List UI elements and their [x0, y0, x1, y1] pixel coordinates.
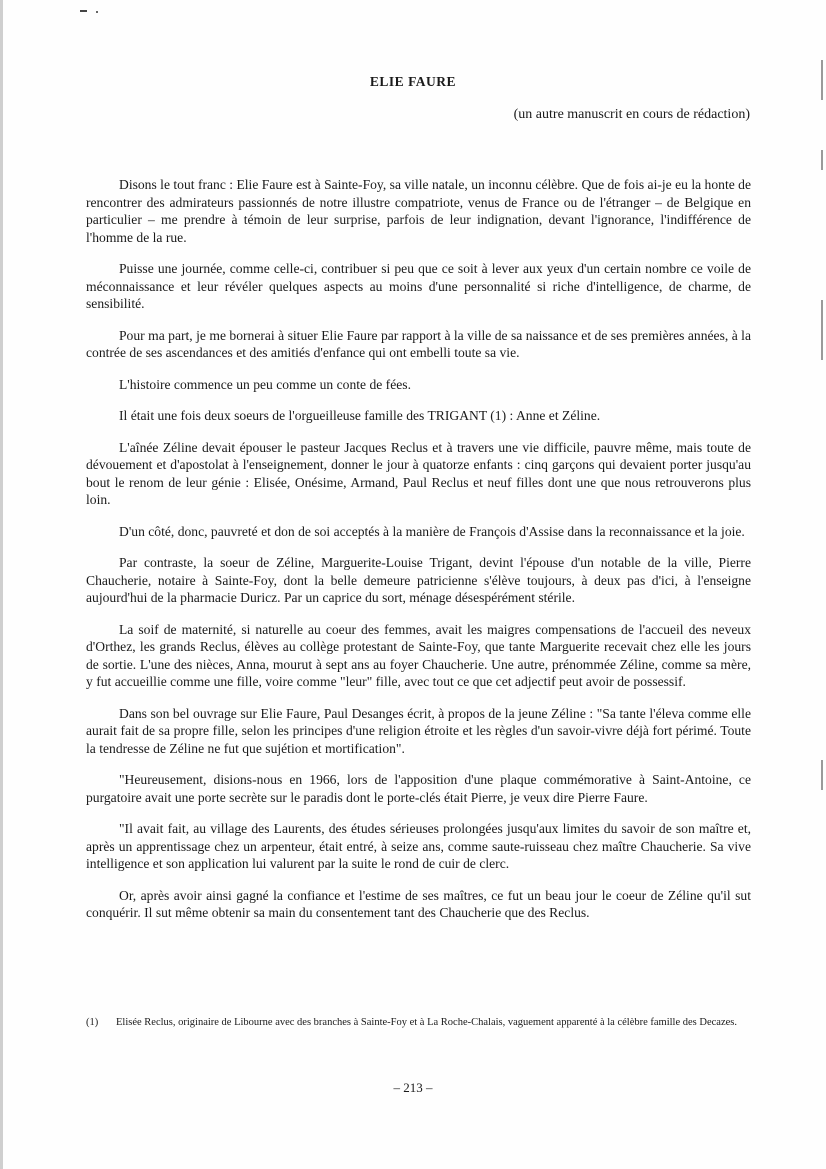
paragraph: D'un côté, donc, pauvreté et don de soi acceptés à la manière de François d'Assise dans la reconnaissance et la joie. [119, 523, 745, 539]
paragraph: Par contraste, la soeur de Zéline, Marguerite-Louise Trigant, devint l'épouse d'un notable de la ville, Pierre Chaucherie, notaire à Sainte-Foy, dont la belle demeure patricienne s'élève toujours, à deux pas d'ici, à l'enseigne aujourd'hui de la pharmacie Duricz. Par un caprice du sort, ménage désespérément stérile. [86, 555, 751, 605]
footnote-text: Elisée Reclus, originaire de Libourne avec des branches à Sainte-Foy et à La Roche-Chalais, vaguement apparenté à la célèbre famille des Decazes. [116, 1017, 737, 1028]
paragraph: L'aînée Zéline devait épouser le pasteur Jacques Reclus et à travers une vie difficile, pauvre même, mais toute de dévouement et d'apostolat à l'enseignement, donner le jour à quatorze enfants : cinq garçons qui devaient porter jusqu'au bout le renom de leur génie : Elisée, Onésime, Armand, Paul Reclus et neuf filles dont une que nous retrouverons plus loin. [86, 439, 751, 507]
paragraph: L'histoire commence un peu comme un conte de fées. [119, 376, 411, 392]
footnote-marker: (1) [86, 1017, 99, 1028]
paragraph: Disons le tout franc : Elie Faure est à Sainte-Foy, sa ville natale, un inconnu célèbre. Que de fois ai-je eu la honte de rencontrer des admirateurs passionnés de notre illustre compatriote, venus de France ou de l'étranger – de Belgique en particulier – me prendre à témoin de leur surprise, parfois de leur indignation, devant l'ignorance, l'indifférence de l'homme de la rue. [86, 177, 751, 245]
scan-dot-mark [96, 11, 98, 13]
scan-left-edge [0, 0, 3, 1169]
document-title: ELIE FAURE [369, 74, 457, 89]
paragraph: Puisse une journée, comme celle-ci, contribuer si peu que ce soit à lever aux yeux d'un certain nombre ce voile de méconnaissance et leur révéler quelques aspects au moins d'une personnalité si riche d'intelligence, de charme, de sensibilité. [86, 261, 751, 311]
paragraph: La soif de maternité, si naturelle au coeur des femmes, avait les maigres compensations de l'accueil des neveux d'Orthez, les grands Reclus, élèves au collège protestant de Sainte-Foy, que tante Marguerite recevait chez elle les jours de sortie. L'une des nièces, Anna, mourut à sept ans au foyer Chaucherie. Une autre, prénommée Zéline, comme sa mère, y fut accueillie comme une fille, voire comme "leur" fille, avec tout ce que cet adjectif peut avoir de possessif. [86, 621, 751, 689]
scan-right-mark [821, 150, 823, 170]
scan-right-mark [821, 760, 823, 790]
scan-right-mark [821, 300, 823, 360]
page-number: – 213 – [393, 1080, 433, 1095]
footnote [86, 1016, 751, 1030]
paragraph: "Heureusement, disions-nous en 1966, lors de l'apposition d'une plaque commémorative à Saint-Antoine, ce purgatoire avait une porte secrète sur le paradis dont le porte-clés était Pierre, je veux dire Pierre Faure. [86, 772, 751, 805]
paragraph: "Il avait fait, au village des Laurents, des études sérieuses prolongées jusqu'aux limites du savoir de son maître et, après un apprentissage chez un arpenteur, était entré, à seize ans, comme saute-ruisseau chez maître Chaucherie. Sa vive intelligence et son application lui valurent par la suite le rond de cuir de clerc. [86, 821, 751, 871]
paragraph: Dans son bel ouvrage sur Elie Faure, Paul Desanges écrit, à propos de la jeune Zéline : "Sa tante l'éleva comme elle aurait fait de sa propre fille, selon les principes d'une religion étroite et les règles d'un savoir-vivre déjà fort périmé. Toute la tendresse de Zéline ne fut que sujétion et mortification". [86, 705, 751, 756]
document-subtitle: (un autre manuscrit en cours de rédaction) [513, 107, 750, 122]
document-body [86, 176, 751, 936]
paragraph: Or, après avoir ainsi gagné la confiance et l'estime de ses maîtres, ce fut un beau jour le coeur de Zéline qu'il sut conquérir. Il sut même obtenir sa main du consentement tant des Chaucherie que des Reclus. [86, 887, 751, 920]
paragraph: Pour ma part, je me bornerai à situer Elie Faure par rapport à la ville de sa naissance et de ses premières années, à la contrée de ses ascendances et des amitiés d'enfance qui ont embelli toute sa vie. [86, 327, 751, 360]
paragraph: Il était une fois deux soeurs de l'orgueilleuse famille des TRIGANT (1) : Anne et Zéline. [119, 408, 601, 423]
scan-dash-mark [80, 10, 87, 12]
